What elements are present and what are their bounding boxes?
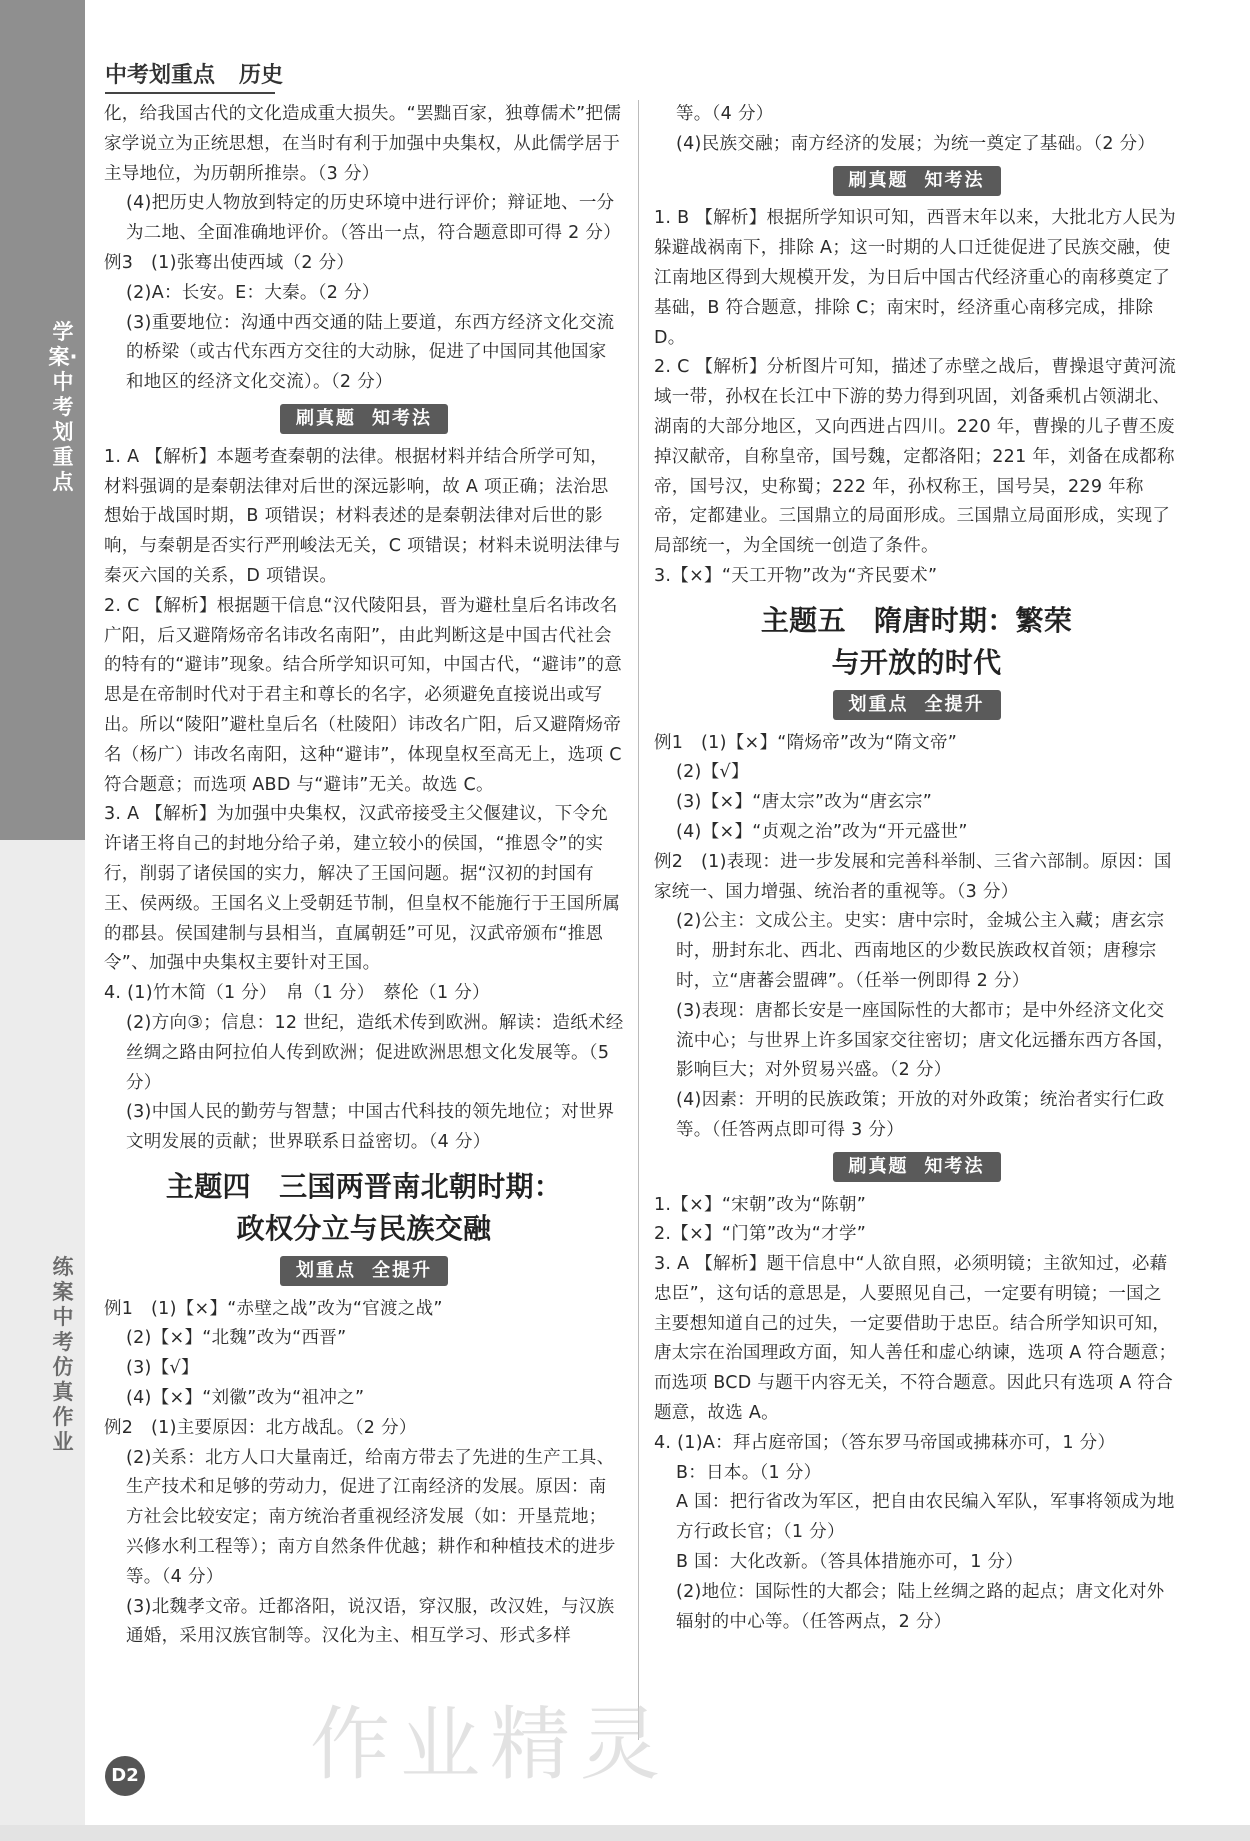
answer-paragraph: 2. C 【解析】根据题干信息“汉代陵阳县，晋为避杜皇后名讳改名广阳，后又避隋炀帝名讳改名南阳”，由此判断这是中国古代社会的特有的“避讳”现象。结合所学知识可知，中国古代，“避讳”的意思是在帝制时代对于君主和尊长的名字，必须避免直接说出或写出。所以“陵阳”避杜皇后名（杜陵阳）讳改名广阳，后又避隋炀帝名（杨广）讳改名南阳，这种“避讳”，体现皇权至高无上，选项 C 符合题意；而选项 ABD 与“避讳”无关。故选 C。 <box>104 595 623 795</box>
answer-paragraph: 4. (1)A：拜占庭帝国；（答东罗马帝国或拂菻亦可，1 分） <box>654 1432 1116 1453</box>
section-badge <box>104 1256 624 1287</box>
answer-paragraph: A 国：把行省改为军区，把自由农民编入军队，军事将领成为地方行政长官；（1 分） <box>676 1492 1175 1543</box>
section-badge <box>654 166 1179 197</box>
header-series: 中考划重点 <box>105 63 216 88</box>
answer-paragraph: (4)民族交融；南方经济的发展；为统一奠定了基础。（2 分） <box>676 133 1156 154</box>
badge-label <box>833 166 1001 196</box>
answer-paragraph: (3)【×】“唐太宗”改为“唐玄宗” <box>676 792 933 813</box>
answer-paragraph: 3. A 【解析】题干信息中“人欲自照，必须明镜；主欲知过，必藉忠臣”，这句话的意思是，人要照见自己，一定要有明镜；一国之主要想知道自己的过失，一定要借助于忠臣。结合所学知识可知，唐太宗在治国理政方面，知人善任和虚心纳谏，选项 A 符合题意；而选项 BCD 与题干内容无关，不符合题意。因此只有选项 A 符合题意，故选 A。 <box>654 1254 1177 1424</box>
sidebar-bottom-label: 练案 中考仿真作业 <box>52 1255 74 1454</box>
left-column <box>104 100 624 1652</box>
page-number: D2 <box>105 1756 145 1796</box>
badge-part-b: 知考法 <box>924 169 985 191</box>
section-badge <box>654 1152 1179 1183</box>
badge-part-a: 划重点 <box>296 1259 356 1281</box>
answer-paragraph: (3)表现：唐都长安是一座国际性的大都市；是中外经济文化交流中心；与世界上许多国家交往密切；唐文化远播东西方各国，影响巨大；对外贸易兴盛。（2 分） <box>676 1000 1175 1081</box>
answer-paragraph: 例2 (1)主要原因：北方战乱。（2 分） <box>104 1417 417 1438</box>
badge-part-b: 知考法 <box>924 1155 985 1177</box>
badge-label <box>280 1256 448 1286</box>
answer-paragraph: 3. A 【解析】为加强中央集权，汉武帝接受主父偃建议，下令允许诸王将自己的封地分给子弟，建立较小的侯国，“推恩令”的实行，削弱了诸侯国的实力，解决了王国问题。据“汉初的封国有王、侯两级。王国名义上受朝廷节制，但皇权不能施行于王国所属的郡县。侯国建制与县相当，直属朝廷”可见，汉武帝颁布“推恩令”、加强中央集权主要针对王国。 <box>104 804 621 974</box>
answer-paragraph: 例2 (1)表现：进一步发展和完善科举制、三省六部制。原因：国家统一、国力增强、统治者的重视等。（3 分） <box>654 851 1172 902</box>
page-header <box>105 58 307 89</box>
theme-heading-line1: 主题四 三国两晋南北朝时期： <box>165 1169 563 1203</box>
badge-part-a: 刷真题 <box>848 169 909 191</box>
answer-paragraph: (2)地位：国际性的大都会；陆上丝绸之路的起点；唐文化对外辐射的中心等。（任答两点，2 分） <box>676 1581 1165 1632</box>
sidebar-top-label: 学案·中考划重点 <box>48 320 78 494</box>
answer-paragraph: (3)北魏孝文帝。迁都洛阳，说汉语，穿汉服，改汉姓，与汉族通婚，采用汉族官制等。汉化为主、相互学习、形式多样 <box>126 1596 615 1647</box>
section-badge <box>654 690 1179 721</box>
answer-paragraph: 1.【×】“宋朝”改为“陈朝” <box>654 1194 867 1215</box>
theme-heading <box>654 600 1179 684</box>
answer-paragraph: (2)【√】 <box>676 762 749 783</box>
answer-paragraph: 例1 (1)【×】“赤壁之战”改为“官渡之战” <box>104 1298 443 1319</box>
answer-paragraph: 化，给我国古代的文化造成重大损失。“罢黜百家，独尊儒术”把儒家学说立为正统思想，在当时有利于加强中央集权，从此儒学居于主导地位，为历朝所推崇。（3 分） <box>104 104 622 184</box>
answer-paragraph: (4)【×】“刘徽”改为“祖冲之” <box>126 1388 365 1409</box>
header-rule <box>105 92 275 94</box>
answer-paragraph: 2.【×】“门第”改为“才学” <box>654 1224 867 1245</box>
badge-label <box>833 690 1001 720</box>
answer-paragraph: (2)A：长安。E：大秦。（2 分） <box>126 282 380 303</box>
answer-paragraph: (4)因素：开明的民族政策；开放的对外政策；统治者实行仁政等。（任答两点即可得 3 分） <box>676 1090 1165 1140</box>
badge-part-a: 划重点 <box>848 693 909 715</box>
answer-paragraph: 等。（4 分） <box>676 104 774 124</box>
answer-paragraph: (2)【×】“北魏”改为“西晋” <box>126 1328 347 1349</box>
answer-paragraph: 例3 (1)张骞出使西域（2 分） <box>104 252 355 273</box>
answer-paragraph: B：日本。（1 分） <box>676 1462 822 1483</box>
badge-part-b: 知考法 <box>372 407 432 429</box>
answer-paragraph: (2)方向③；信息：12 世纪，造纸术传到欧洲。解读：造纸术经丝绸之路由阿拉伯人传到欧洲；促进欧洲思想文化发展等。（5 分） <box>126 1012 624 1093</box>
theme-heading-line2: 与开放的时代 <box>831 645 1002 679</box>
header-subject: 历史 <box>239 63 284 88</box>
answer-paragraph: 3.【×】“天工开物”改为“齐民要术” <box>654 565 938 586</box>
answer-paragraph: (3)中国人民的勤劳与智慧；中国古代科技的领先地位；对世界文明发展的贡献；世界联系日益密切。（4 分） <box>126 1102 615 1153</box>
badge-label <box>280 404 448 434</box>
badge-part-b: 全提升 <box>372 1259 432 1281</box>
answer-paragraph: 2. C 【解析】分析图片可知，描述了赤壁之战后，曹操退守黄河流域一带，孙权在长江中下游的势力得到巩固，刘备乘机占领湖北、湖南的大部分地区，又向西进占四川。220 年，曹操的儿子曹丕废掉汉献帝，自称皇帝，国号魏，定都洛阳；221 年，刘备在成都称帝，国号汉，史称蜀；222 年，孙权称王，国号吴，229 年称帝，定都建业。三国鼎立的局面形成。三国鼎立局面形成，实现了局部统一，为全国统一创造了条件。 <box>654 357 1177 557</box>
answer-paragraph: (3)重要地位：沟通中西交通的陆上要道，东西方经济文化交流的桥梁（或古代东西方交往的大动脉，促进了中国同其他国家和地区的经济文化交流）。（2 分） <box>126 312 615 393</box>
answer-paragraph: 例1 (1)【×】“隋炀帝”改为“隋文帝” <box>654 732 958 753</box>
answer-paragraph: (2)公主：文成公主。史实：唐中宗时，金城公主入藏；唐玄宗时，册封东北、西北、西南地区的少数民族政权首领；唐穆宗时，立“唐蕃会盟碑”。（任举一例即得 2 分） <box>676 911 1165 991</box>
theme-heading <box>104 1166 624 1250</box>
watermark: 作业精灵 <box>310 1698 670 1791</box>
answer-paragraph: (4)【×】“贞观之治”改为“开元盛世” <box>676 821 968 842</box>
badge-label <box>833 1152 1001 1182</box>
answer-paragraph: (2)关系：北方人口大量南迁，给南方带去了先进的生产工具、生产技术和足够的劳动力，促进了江南经济的发展。原因：南方社会比较安定；南方统治者重视经济发展（如：开垦荒地；兴修水利工程等）；南方自然条件优越；耕作和种植技术的进步等。（4 分） <box>126 1447 616 1587</box>
badge-part-b: 全提升 <box>924 693 985 715</box>
answer-paragraph: 1. A 【解析】本题考查秦朝的法律。根据材料并结合所学可知，材料强调的是秦朝法律对后世的深远影响，故 A 项正确；法治思想始于战国时期，B 项错误；材料表述的是秦朝法律对后世的影响，与秦朝是否实行严刑峻法无关，C 项错误；材料未说明法律与秦灭六国的关系，D 项错误。 <box>104 446 621 586</box>
theme-heading-line2: 政权分立与民族交融 <box>236 1211 492 1245</box>
badge-part-a: 刷真题 <box>296 407 356 429</box>
answer-paragraph: (4)把历史人物放到特定的历史环境中进行评价；辩证地、一分为二地、全面准确地评价。（答出一点，符合题意即可得 2 分） <box>126 193 622 244</box>
right-column <box>654 100 1179 1637</box>
theme-heading-line1: 主题五 隋唐时期：繁荣 <box>760 603 1073 637</box>
answer-paragraph: 1. B 【解析】根据所学知识可知，西晋末年以来，大批北方人民为躲避战祸南下，排除 A；这一时期的人口迁徙促进了民族交融，使江南地区得到大规模开发，为日后中国古代经济重心的南移奠定了基础，B 符合题意，排除 C；南宋时，经济重心南移完成，排除 D。 <box>654 208 1176 348</box>
badge-part-a: 刷真题 <box>848 1155 909 1177</box>
section-badge <box>104 404 624 435</box>
column-divider <box>638 100 639 1740</box>
answer-paragraph: B 国：大化改新。（答具体措施亦可，1 分） <box>676 1552 1024 1573</box>
answer-paragraph: 4. (1)竹木简（1 分） 帛（1 分） 蔡伦（1 分） <box>104 983 490 1004</box>
bottom-strip <box>0 1825 1250 1841</box>
answer-paragraph: (3)【√】 <box>126 1358 199 1379</box>
